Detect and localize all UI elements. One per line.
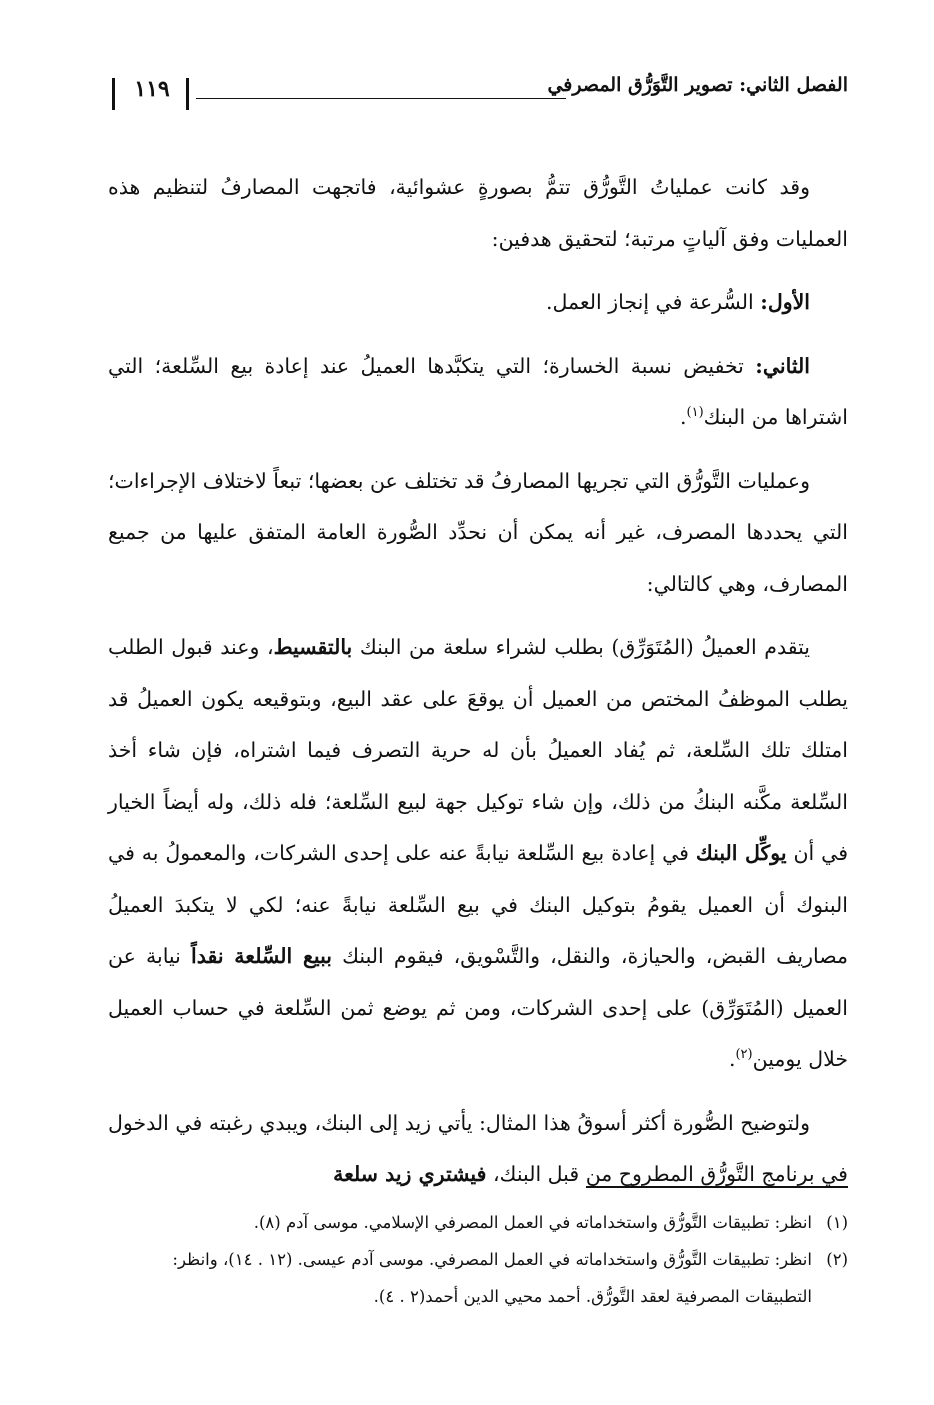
header-bar-inner: [186, 78, 189, 110]
footnote-text: انظر: تطبيقات التَّورُّق واستخداماته في العمل المصرفي الإسلامي. موسى آدم (٨).: [253, 1213, 812, 1232]
chapter-title: الفصل الثاني: تصوير التَّوَرُّق المصرفي: [547, 74, 848, 96]
body-text: [108, 162, 848, 1213]
second-goal-label: الثاني:: [755, 353, 810, 378]
paragraph-procedures: وعمليات التَّورُّق التي تجريها المصارفُ قد تختلف عن بعضها؛ تبعاً لاختلاف الإجراءات؛ التي يحددها المصرف، غير أنه يمكن أن نحدِّد الصُّورة العامة المتفق عليها من جميع المصارف، وهي كالتالي:: [108, 468, 848, 596]
bold-authorize-bank: يوكِّل البنك: [695, 841, 787, 865]
footnote-separator: [586, 1186, 848, 1188]
footnote-1: [108, 1204, 848, 1241]
bold-example-purchase: فيشتري زيد سلعة: [333, 1162, 487, 1186]
footnotes: [108, 1204, 848, 1315]
running-header: [110, 70, 848, 112]
bold-installment: بالتقسيط: [273, 635, 353, 659]
footnote-number: (١): [826, 1213, 848, 1232]
first-goal-label: الأول:: [760, 290, 810, 314]
second-goal-text: تخفيض نسبة الخسارة؛ التي يتكبَّدها العميلُ عند إعادة بيع السِّلعة؛ التي اشتراها من البنك: [108, 353, 848, 429]
bold-cash-sale: ببيع السِّلعة نقداً: [191, 944, 332, 968]
paragraph-intro: وقد كانت عملياتُ التَّورُّق تتمُّ بصورةٍ عشوائية، فاتجهت المصارفُ لتنظيم هذه العمليات وفق آلياتٍ مرتبة؛ لتحقيق هدفين:: [108, 175, 848, 251]
footnote-ref-2[interactable]: (٢): [735, 1047, 753, 1063]
paragraph-process: يتقدم العميلُ (المُتَوَرِّق) بطلب لشراء سلعة من البنك بالتقسيط، وعند قبول الطلب يطلب الموظفُ المختص من العميل أن يوقعَ على عقد البيع، وبتوقيعه يكون العميلُ قد امتلك تلك السِّلعة، ثم يُفاد العميلُ بأن له حرية التصرف فيما اشتراه، فإن شاء أخذ السِّلعة مكَّنه البنكُ من ذلك، وإن شاء توكيل جهة لبيع السِّلعة؛ فله ذلك، وله أيضاً الخيار في أن يوكِّل البنك في إعادة بيع السِّلعة نيابةً عنه على إحدى الشركات، والمعمولُ به في البنوك أن العميل يقومُ بتوكيل البنك في بيع السِّلعة نيابةً عنه؛ لكي لا يتكبدَ العميلُ مصاريف القبض، والحيازة، والنقل، والتَّسْويق، فيقوم البنك ببيع السِّلعة نقداً نيابة عن العميل (المُتَوَرِّق) على إحدى الشركات، ومن ثم يوضع ثمن السِّلعة في حساب العميل خلال يومين$^{(٢)}$.: [108, 635, 849, 1071]
header-rule: [196, 98, 566, 99]
footnote-2: [108, 1241, 848, 1315]
footnote-text: انظر: تطبيقات التَّورُّق واستخداماته في العمل المصرفي. موسى آدم عيسى. (١٢ . ١٤)، وانظر: التطبيقات المصرفية لعقد التَّورُّق. أحمد محيي الدين أحمد(٢ . ٤).: [172, 1250, 812, 1306]
page-number: ١١٩: [134, 76, 170, 102]
footnote-ref-1[interactable]: (١): [686, 405, 704, 421]
first-goal-text: السُّرعة في إنجاز العمل.: [546, 290, 761, 314]
paragraph-first-goal: [108, 277, 848, 329]
paragraph-second-goal: الثاني: تخفيض نسبة الخسارة؛ التي يتكبَّدها العميلُ عند إعادة بيع السِّلعة؛ التي اشتراها من البنك$^{(١)}$.: [108, 353, 848, 429]
paragraph-example: ولتوضيح الصُّورة أكثر أسوقُ هذا المثال: يأتي زيد إلى البنك، ويبدي رغبته في الدخول في برنامج التَّورُّق المطروح من قبل البنك، فيشتري زيد سلعة: [108, 1110, 848, 1186]
footnote-number: (٢): [826, 1250, 848, 1269]
header-bar-outer: [112, 78, 115, 110]
